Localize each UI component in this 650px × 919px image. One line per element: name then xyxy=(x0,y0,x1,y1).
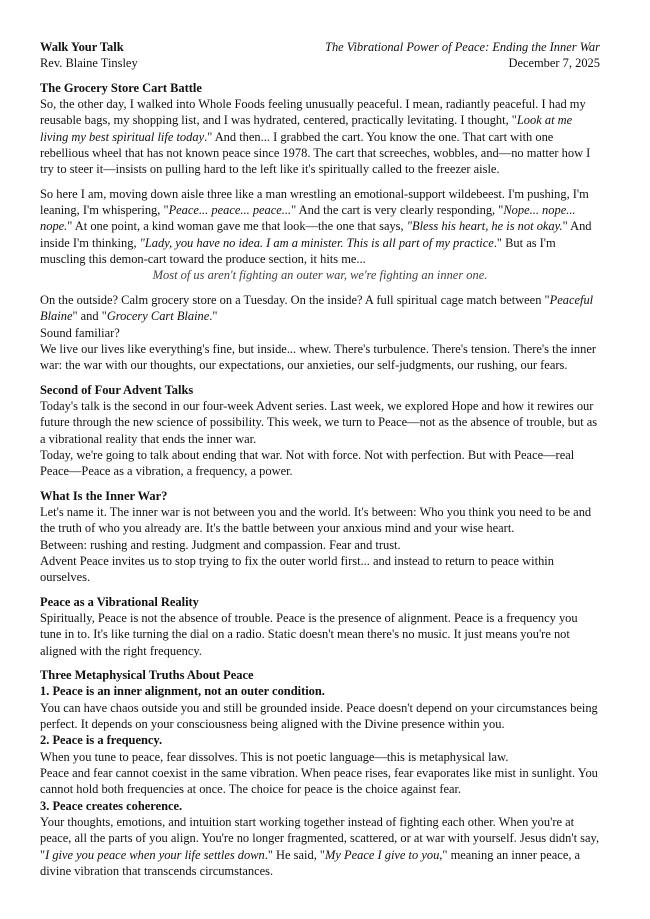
paragraph: Between: rushing and resting. Judgment and compassion. Fear and trust. xyxy=(40,537,401,552)
section-three-truths xyxy=(40,667,600,879)
paragraph: Today's talk is the second in our four-week Advent series. Last week, we explored Hope and how it rewires our future through the new science of possibility. This week, we turn to Peace—not as the absence of trouble, but as a vibrational reality that ends the inner war. xyxy=(40,398,598,446)
truth-heading: 2. Peace is a frequency. xyxy=(40,733,163,748)
truth-heading: 3. Peace creates coherence. xyxy=(40,798,183,813)
truth-heading: 1. Peace is an inner alignment, not an outer condition. xyxy=(40,684,325,699)
paragraph: So here I am, moving down aisle three like a man wrestling an emotional-support wildebeest. I'm pushing, I'm leaning, I'm whispering, "Peace... peace... peace..." And the cart is very clearly responding, "Nope... nope... nope." At one point, a kind woman gave me that look—the one that says, "Bless his heart, he is not okay." And inside I'm thinking, "Lady, you have no idea. I am a minister. This is all part of my practice." But as I'm muscling this demon-cart toward the produce section, it hits me... xyxy=(40,186,592,267)
paragraph: We live our lives like everything's fine, but inside... whew. There's turbulence. There's tension. There's the inner war: the war with our thoughts, our expectations, our anxieties, our self-judgments, our rushing, our fears. xyxy=(40,341,596,373)
paragraph: Spiritually, Peace is not the absence of trouble. Peace is the presence of alignment. Peace is a frequency you tune in to. It's like turning the dial on a radio. Static doesn't mean there's no music. It just means you're not aligned with the right frequency. xyxy=(40,611,578,658)
paragraph: Sound familiar? xyxy=(40,325,120,340)
paragraph: Let's name it. The inner war is not between you and the world. It's between: Who you think you need to be and the truth of who you already are. It's the battle between your anxious mind and your wise heart. xyxy=(40,504,592,536)
section-vibrational-reality xyxy=(40,594,600,659)
header-row-2 xyxy=(40,55,600,71)
section-heading: What Is the Inner War? xyxy=(40,488,168,503)
date: December 7, 2025 xyxy=(508,56,600,71)
section-advent-talks xyxy=(40,382,600,480)
section-grocery-cart xyxy=(40,80,600,374)
section-heading: Three Metaphysical Truths About Peace xyxy=(40,668,254,683)
section-inner-war xyxy=(40,488,600,586)
paragraph: Your thoughts, emotions, and intuition start working together instead of fighting each other. When you're at peace, all the parts of you align. You're no longer fragmented, scattered, or at war with yourself. Jesus didn't say, "I give you peace when your life settles down." He said, "My Peace I give to you," meaning an inner peace, a divine vibration that transcends circumstances. xyxy=(40,815,600,879)
paragraph: So, the other day, I walked into Whole Foods feeling unusually peaceful. I mean, radiantly peaceful. I had my reusable bags, my shopping list, and I was hydrated, centered, practically levitating. I thought, "Look at me living my best spiritual life today." And then... I grabbed the cart. You know the one. That cart with one rebellious wheel that has not known peace since 1978. The cart that screeches, wobbles, and—no matter how I try to steer it—insists on pulling hard to the left like it's spiritually called to the freezer aisle. xyxy=(40,97,591,177)
document-page xyxy=(40,39,600,880)
document-subtitle: The Vibrational Power of Peace: Ending the Inner War xyxy=(325,40,600,54)
header-row-1 xyxy=(40,39,600,55)
document-title: Walk Your Talk xyxy=(40,40,124,54)
paragraph: You can have chaos outside you and still be grounded inside. Peace doesn't depend on your circumstances being perfect. It depends on your consciousness being aligned with the Divine presence within you. xyxy=(40,700,598,732)
paragraph: On the outside? Calm grocery store on a Tuesday. On the inside? A full spiritual cage match between "Peaceful Blaine" and "Grocery Cart Blaine." xyxy=(40,292,594,324)
pull-quote: Most of us aren't fighting an outer war, we're fighting an inner one. xyxy=(152,268,488,283)
section-heading: The Grocery Store Cart Battle xyxy=(40,80,202,95)
paragraph: Peace and fear cannot coexist in the same vibration. When peace rises, fear evaporates like mist in sunlight. You cannot hold both frequencies at once. The choice for peace is the choice against fear. xyxy=(40,766,598,797)
paragraph: Advent Peace invites us to stop trying to fix the outer world first... and instead to return to peace within ourselves. xyxy=(40,553,554,585)
section-heading: Peace as a Vibrational Reality xyxy=(40,594,199,609)
paragraph: Today, we're going to talk about ending that war. Not with force. Not with perfection. But with Peace—real Peace—Peace as a vibration, a frequency, a power. xyxy=(40,447,575,479)
author: Rev. Blaine Tinsley xyxy=(40,56,138,71)
section-heading: Second of Four Advent Talks xyxy=(40,382,194,397)
paragraph: When you tune to peace, fear dissolves. This is not poetic language—this is metaphysical law. xyxy=(40,749,509,764)
